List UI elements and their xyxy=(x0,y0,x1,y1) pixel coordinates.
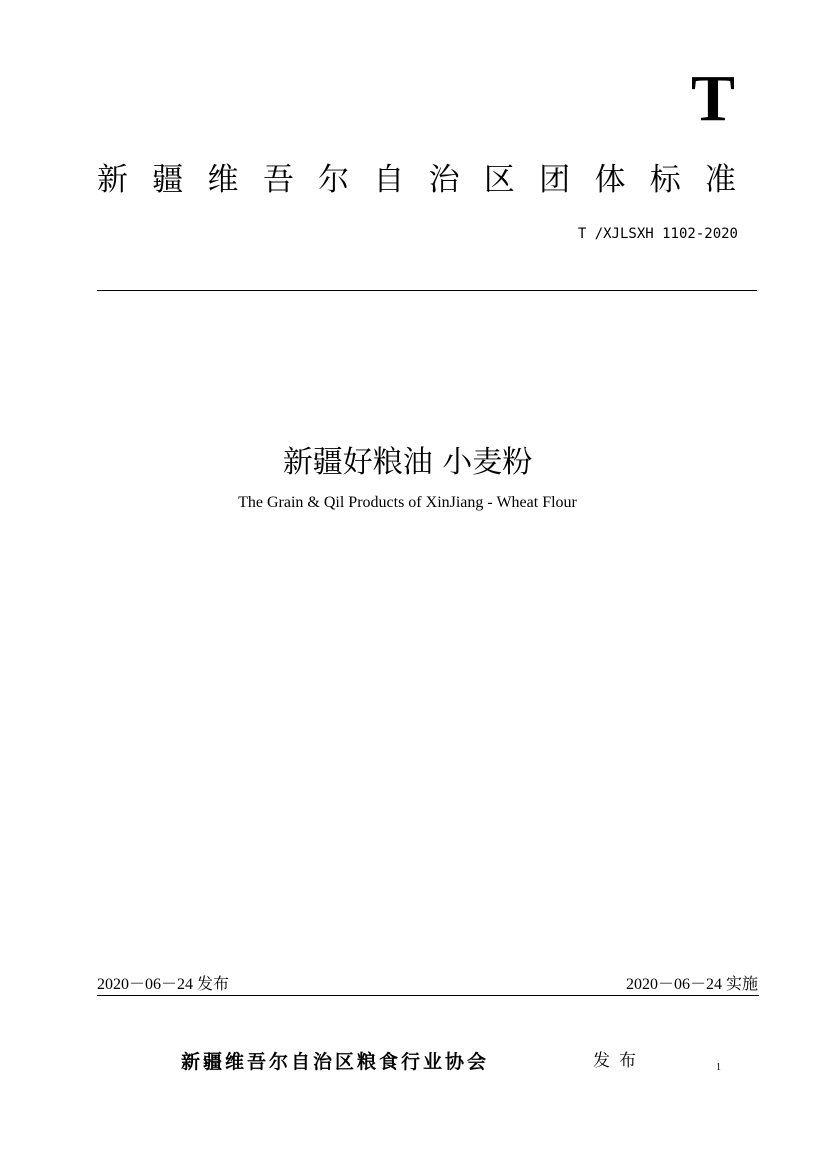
document-title: 新疆好粮油 小麦粉 xyxy=(282,445,533,480)
dates-divider xyxy=(97,995,759,996)
header-divider xyxy=(97,290,757,291)
publish-label: 发布 xyxy=(593,1051,645,1071)
standard-type-letter: T xyxy=(690,62,735,135)
document-title-english: The Grain & Qil Products of XinJiang - Wheat Flour xyxy=(238,494,577,511)
publisher-name: 新疆维吾尔自治区粮食行业协会 xyxy=(181,1051,490,1073)
page-number: 1 xyxy=(716,1062,721,1073)
implementation-date: 2020－06－24 实施 xyxy=(625,976,758,993)
issue-date: 2020－06－24 发布 xyxy=(97,976,230,993)
standard-code: T /XJLSXH 1102-2020 xyxy=(577,226,738,242)
organization-standard-title: 新疆维吾尔自治区团体标准 xyxy=(97,162,759,198)
